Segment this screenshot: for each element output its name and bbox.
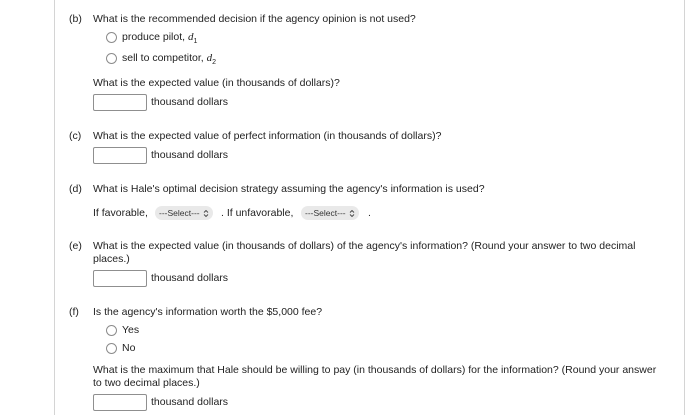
if-unfavorable-text: . If unfavorable, — [221, 207, 294, 219]
part-c-question: What is the expected value of perfect information (in thousands of dollars)? — [93, 130, 442, 142]
part-f-max-pay-question: What is the maximum that Hale should be willing to pay (in thousands of dollars) for the information? (Round your answer to two decimal places.) — [93, 364, 657, 389]
part-c-unit: thousand dollars — [151, 149, 229, 161]
unfavorable-decision-select[interactable] — [301, 206, 359, 220]
if-favorable-text: If favorable, — [93, 207, 148, 219]
part-e-question: What is the expected value (in thousands of dollars) of the agency's information? (Round your answer to two decimal places.) — [93, 240, 636, 265]
favorable-select-value: ---Select--- — [159, 208, 200, 218]
option-no-label: No — [122, 342, 136, 354]
option-sell-to-competitor-label: sell to competitor, $d_2$ — [122, 52, 217, 67]
radio-no[interactable] — [106, 343, 117, 354]
select-chevron-icon — [349, 209, 355, 218]
part-c-evpi-input[interactable] — [93, 147, 147, 164]
radio-sell-to-competitor[interactable] — [106, 53, 117, 64]
question-panel — [54, 0, 685, 415]
radio-yes[interactable] — [106, 325, 117, 336]
option-produce-pilot-label: produce pilot, $d_1$ — [122, 31, 198, 46]
part-d-question: What is Hale's optimal decision strategy assuming the agency's information is used? — [93, 183, 485, 195]
select-chevron-icon — [203, 209, 209, 218]
radio-produce-pilot[interactable] — [106, 32, 117, 43]
part-b-expected-value-question: What is the expected value (in thousands of dollars)? — [93, 77, 340, 89]
part-b-question: What is the recommended decision if the agency opinion is not used? — [93, 13, 416, 25]
part-e-label: (e) — [69, 240, 82, 252]
part-b-expected-value-input[interactable] — [93, 94, 147, 111]
part-b-label: (b) — [69, 13, 82, 25]
part-f-question: Is the agency's information worth the $5,000 fee? — [93, 306, 323, 318]
option-yes-label: Yes — [122, 324, 140, 336]
part-e-unit: thousand dollars — [151, 272, 229, 284]
part-f-max-pay-input[interactable] — [93, 394, 147, 411]
part-e-expected-value-input[interactable] — [93, 270, 147, 287]
part-c-label: (c) — [69, 130, 82, 142]
part-d-label: (d) — [69, 183, 82, 195]
unfavorable-select-value: ---Select--- — [305, 208, 346, 218]
strategy-end-period: . — [368, 207, 371, 219]
part-f-label: (f) — [69, 306, 79, 318]
favorable-decision-select[interactable] — [155, 206, 213, 220]
part-f-unit: thousand dollars — [151, 396, 229, 408]
part-b-unit: thousand dollars — [151, 96, 229, 108]
